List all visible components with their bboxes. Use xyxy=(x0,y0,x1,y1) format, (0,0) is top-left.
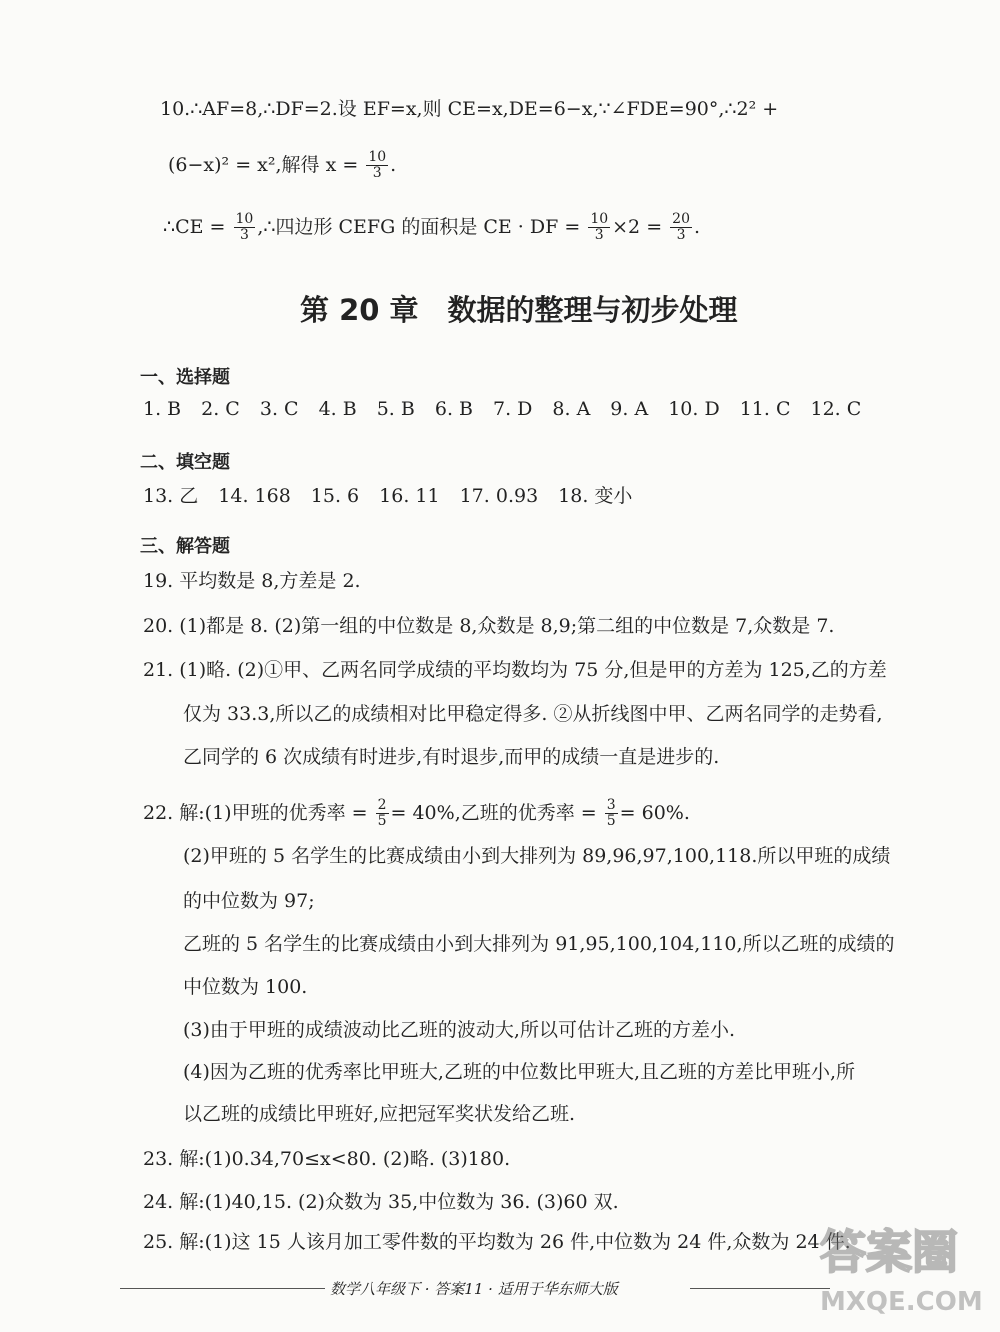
q19: 19. 平均数是 8,方差是 2. xyxy=(143,570,361,592)
section-heading-solve: 三、解答题 xyxy=(140,536,230,557)
fill-answer: 14. 168 xyxy=(218,485,291,507)
fill-answer: 16. 11 xyxy=(379,485,440,507)
choice-answer: 3. C xyxy=(259,398,299,420)
watermark-text: 答案圈 xyxy=(820,1225,958,1279)
choice-answer: 4. B xyxy=(318,398,357,420)
fraction: $\frac{3}{5}$ xyxy=(606,797,616,830)
q22-line-5: 中位数为 100. xyxy=(183,976,308,998)
fill-answer: 17. 0.93 xyxy=(459,485,539,507)
watermark-url: MXQE.COM xyxy=(820,1287,983,1317)
fraction: $\frac{10}{3}$ xyxy=(235,211,254,244)
fraction: $\frac{10}{3}$ xyxy=(590,211,609,244)
fill-answer: 13. 乙 xyxy=(143,485,199,507)
q21-line-1: 21. (1)略. (2)①甲、乙两名同学成绩的平均数均为 75 分,但是甲的方差为 125,乙的方差 xyxy=(143,659,887,681)
choice-answer: 2. C xyxy=(201,398,240,420)
fill-answer: 15. 6 xyxy=(310,485,360,507)
q10-line-2-text: (6−x)² = x²,解得 x = xyxy=(168,153,359,176)
q23: 23. 解:(1)0.34,70≤x<80. (2)略. (3)180. xyxy=(143,1148,511,1170)
fill-answer: 18. 变小 xyxy=(558,485,633,507)
footer-text: 数学八年级下 · 答案11 · 适用于华东师大版 xyxy=(330,1280,618,1298)
q22-line-4: 乙班的 5 名学生的比赛成绩由小到大排列为 91,95,100,104,110,所以乙班的成绩的 xyxy=(183,933,895,955)
fraction: $\frac{2}{5}$ xyxy=(377,797,387,830)
fill-answers xyxy=(143,487,652,506)
choice-answers xyxy=(143,400,881,419)
q22-line-1: 22. 解:(1)甲班的优秀率 = $\frac{2}{5}$ = 40%,乙班的优秀率 = $\frac{3}{5}$ = 60%. xyxy=(143,797,690,830)
q22-line-2: (2)甲班的 5 名学生的比赛成绩由小到大排列为 89,96,97,100,118.所以甲班的成绩 xyxy=(183,845,891,867)
q24: 24. 解:(1)40,15. (2)众数为 35,中位数为 36. (3)60 双. xyxy=(143,1191,619,1213)
fraction: $\frac{10}{3}$ xyxy=(368,149,387,182)
q22-line-6: (3)由于甲班的成绩波动比乙班的波动大,所以可估计乙班的方差小. xyxy=(183,1019,735,1041)
choice-answer: 10. D xyxy=(668,398,720,420)
q20: 20. (1)都是 8. (2)第一组的中位数是 8,众数是 8,9;第二组的中位数是 7,众数是 7. xyxy=(143,615,835,637)
section-heading-fill: 二、填空题 xyxy=(140,452,230,473)
chapter-title: 第 20 章 数据的整理与初步处理 xyxy=(300,293,738,327)
q25: 25. 解:(1)这 15 人该月加工零件数的平均数为 26 件,中位数为 24 件,众数为 24 件. xyxy=(143,1231,851,1253)
choice-answer: 8. A xyxy=(552,398,591,420)
choice-answer: 9. A xyxy=(610,398,649,420)
q22-line-7: (4)因为乙班的优秀率比甲班大,乙班的中位数比甲班大,且乙班的方差比甲班小,所 xyxy=(183,1061,856,1083)
q22-line-8: 以乙班的成绩比甲班好,应把冠军奖状发给乙班. xyxy=(183,1103,576,1125)
watermark-logo xyxy=(800,1200,985,1325)
choice-answer: 5. B xyxy=(376,398,415,420)
q10-line-1: 10.∴AF=8,∴DF=2.设 EF=x,则 CE=x,DE=6−x,∵∠FDE=90°,∴2² + xyxy=(160,98,779,120)
choice-answer: 1. B xyxy=(143,398,182,420)
q10-line-2: (6−x)² = x²,解得 x = $\frac{10}{3}$ . xyxy=(168,149,397,182)
q10-line-3: ∴CE = $\frac{10}{3}$ ,∴四边形 CEFG 的面积是 CE · DF = $\frac{10}{3}$ ×2 = $\frac{20}{3}$ . xyxy=(163,211,701,244)
q22-line-3: 的中位数为 97; xyxy=(183,890,315,912)
choice-answer: 11. C xyxy=(739,398,791,420)
choice-answer: 6. B xyxy=(434,398,473,420)
q21-line-2: 仅为 33.3,所以乙的成绩相对比甲稳定得多. ②从折线图中甲、乙两名同学的走势看, xyxy=(183,703,883,725)
fraction: $\frac{20}{3}$ xyxy=(672,211,690,244)
choice-answer: 7. D xyxy=(493,398,533,420)
footer-rule-left xyxy=(120,1288,325,1289)
choice-answer: 12. C xyxy=(810,398,862,420)
section-heading-choice: 一、选择题 xyxy=(140,367,230,388)
q21-line-3: 乙同学的 6 次成绩有时进步,有时退步,而甲的成绩一直是进步的. xyxy=(183,746,720,768)
